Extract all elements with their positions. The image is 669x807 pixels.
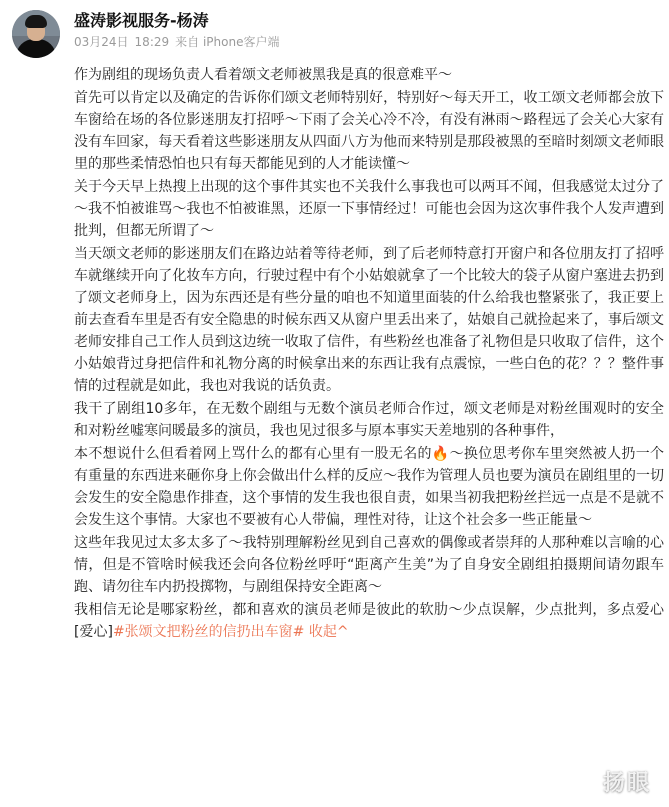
paragraph: 作为剧组的现场负责人看着颂文老师被黑我是真的很意难平～ (74, 67, 452, 83)
heart-emoji: [爱心] (74, 624, 113, 640)
paragraph: 首先可以肯定以及确定的告诉你们颂文老师特别好，特别好～每天开工，收工颂文老师都会放下车窗给在场的各位影迷朋友打招呼～下雨了会关心冷不冷，有没有淋雨～路程远了会关心大家有没有车回家，每天看着这些影迷朋友从四面八方为他而来特别是那段被黑的至暗时刻颂文老师眼里的那些柔情恐怕也只有每天都能见到的人才能读懂～ (74, 90, 664, 172)
paragraph: 当天颂文老师的影迷朋友们在路边站着等待老师，到了后老师特意打开窗户和各位朋友打了招呼车就继续开向了化妆车方向，行驶过程中有个小姑娘就拿了一个比较大的袋子从窗户塞进去扔到了颂文老师身上，因为东西还是有些分量的咱也不知道里面装的什么给我也整紧张了，我正要上前去查看车里是否有安全隐患的时候东西又从窗户里丢出来了，姑娘自己就捡起来了，事后颂文老师安排自己工作人员到这边统一收取了信件，有些粉丝也准备了礼物但是只收取了信件，这个小姑娘背过身把信件和礼物分离的时候拿出来的东西让我有点震惊，一些白色的花？？？整件事情的过程就是如此，我也对我说的话负责。 (74, 246, 664, 394)
post-time: 18:29 (134, 35, 170, 49)
paragraph-text: 本不想说什么但看着网上骂什么的都有心里有一股无名的 (74, 446, 432, 462)
paragraph (74, 599, 664, 643)
post-body (74, 64, 664, 644)
author-name[interactable]: 盛涛影视服务-杨涛 (74, 11, 209, 30)
paragraph (74, 443, 664, 531)
paragraph: 这些年我见过太多太多了～我特别理解粉丝见到自己喜欢的偶像或者崇拜的人那种难以言喻的心情，但是不管啥时候我还会向各位粉丝呼吁“距离产生美”为了自身安全剧组拍摄期间请勿跟车跑、请勿往车内扔投掷物，与剧组保持安全距离～ (74, 535, 664, 595)
paragraph: 我干了剧组10多年，在无数个剧组与无数个演员老师合作过，颂文老师是对粉丝围观时的安全和对粉丝嘘寒问暖最多的演员，我也见过很多与原本事实天差地别的各种事件， (74, 401, 664, 439)
fire-icon: 🔥 (431, 446, 450, 462)
post-source: 来自 iPhone客户端 (175, 35, 280, 49)
post-meta (74, 34, 285, 50)
chevron-up-icon[interactable]: ^ (336, 624, 349, 640)
paragraph-text: 我相信无论是哪家粉丝，都和喜欢的演员老师是彼此的软肋～少点误解，少点批判，多点爱心 (74, 602, 664, 618)
paragraph: 关于今天早上热搜上出现的这个事件其实也不关我什么事我也可以两耳不闻，但我感觉太过分了～我不怕被谁骂～我也不怕被谁黑，还原一下事情经过！可能也会因为这次事件我个人发声遭到批判，但都无所谓了～ (74, 179, 664, 239)
paragraph-text: ～换位思考你车里突然被人扔一个有重量的东西进来砸你身上你会做出什么样的反应～我作为管理人员也要为演员在剧组里的一切会发生的安全隐患作排查，这个事情的发生我也很自责，如果当初我把粉丝拦远一点是不是就不会发生这个事情。大家也不要被有心人带偏，理性对待，让这个社会多一些正能量～ (74, 446, 665, 528)
hashtag-link[interactable]: #张颂文把粉丝的信扔出车窗# (112, 624, 305, 640)
avatar[interactable] (12, 10, 60, 58)
collapse-link[interactable]: 收起 (308, 624, 337, 640)
post-date: 03月24日 (74, 35, 129, 49)
post-header (0, 0, 669, 68)
watermark-logo: 扬眼 (602, 771, 651, 796)
